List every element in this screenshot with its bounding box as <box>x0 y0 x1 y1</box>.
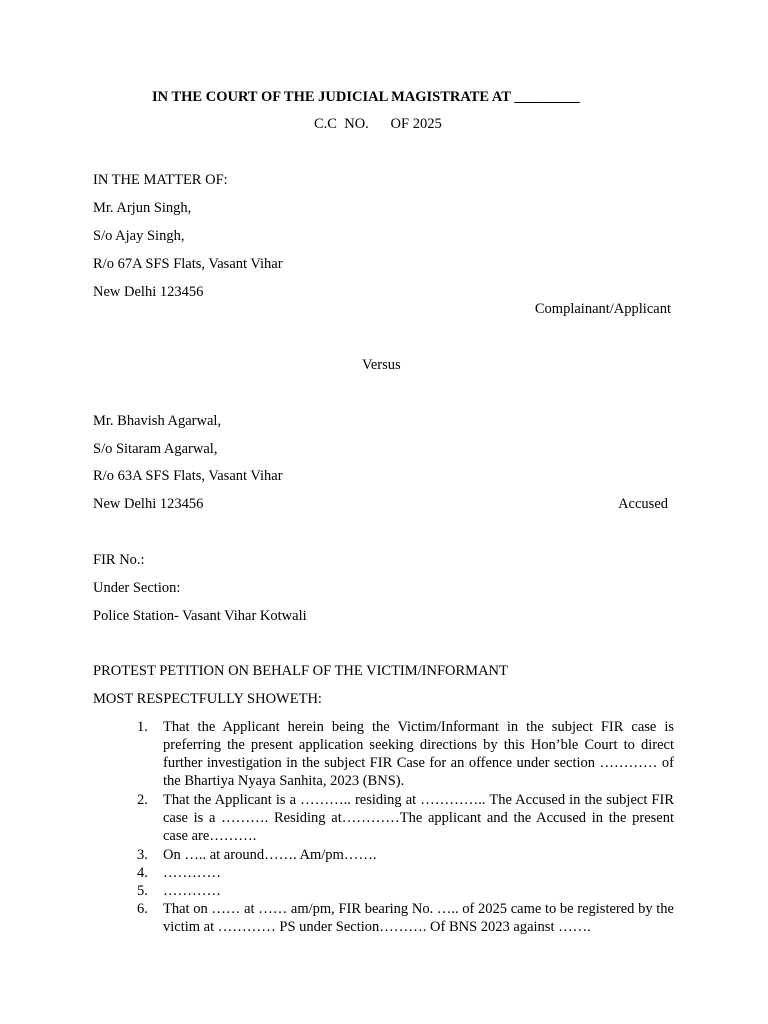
accused-residence: R/o 63A SFS Flats, Vasant Vihar <box>93 468 283 484</box>
accused-parent: S/o Sitaram Agarwal, <box>93 441 218 457</box>
list-item: ………… <box>163 883 221 899</box>
item-number: 3. <box>137 847 148 863</box>
item-number: 6. <box>137 901 148 917</box>
complainant-city: New Delhi 123456 <box>93 284 204 300</box>
case-number: C.C NO. OF 2025 <box>314 116 442 132</box>
item-number: 5. <box>137 883 148 899</box>
police-station: Police Station- Vasant Vihar Kotwali <box>93 608 307 624</box>
accused-role: Accused <box>618 496 668 512</box>
fir-section: Under Section: <box>93 580 181 596</box>
fir-number: FIR No.: <box>93 552 145 568</box>
versus-label: Versus <box>362 357 401 373</box>
court-title: IN THE COURT OF THE JUDICIAL MAGISTRATE AT _________ <box>152 89 580 105</box>
item-number: 4. <box>137 865 148 881</box>
petition-title: PROTEST PETITION ON BEHALF OF THE VICTIM/INFORMANT <box>93 663 508 679</box>
item-number: 1. <box>137 719 148 735</box>
complainant-parent: S/o Ajay Singh, <box>93 228 185 244</box>
list-item: ………… <box>163 865 221 881</box>
list-item: That the Applicant herein being the Victim/Informant in the subject FIR case is preferring the present application seeking directions by this Hon’ble Court to direct further investigation in the subject FIR Case for an offence under section ………… of the Bhartiya Nyaya Sanhita, 2023 (BNS). <box>163 719 674 789</box>
complainant-residence: R/o 67A SFS Flats, Vasant Vihar <box>93 256 283 272</box>
item-number: 2. <box>137 792 148 808</box>
accused-name: Mr. Bhavish Agarwal, <box>93 413 222 429</box>
matter-label: IN THE MATTER OF: <box>93 172 228 188</box>
accused-city: New Delhi 123456 <box>93 496 204 512</box>
complainant-role: Complainant/Applicant <box>534 301 671 317</box>
list-item: That the Applicant is a ……….. residing at ………….. The Accused in the subject FIR case is a ………. Residing at…………The applicant and the Accused in the present case are………. <box>163 792 674 844</box>
complainant-name: Mr. Arjun Singh, <box>93 200 192 216</box>
petition-opening: MOST RESPECTFULLY SHOWETH: <box>93 691 322 707</box>
list-item: On ….. at around……. Am/pm……. <box>163 847 377 863</box>
list-item: That on …… at …… am/pm, FIR bearing No. ….. of 2025 came to be registered by the victim at ………… PS under Section………. Of BNS 2023 against ……. <box>163 901 674 935</box>
